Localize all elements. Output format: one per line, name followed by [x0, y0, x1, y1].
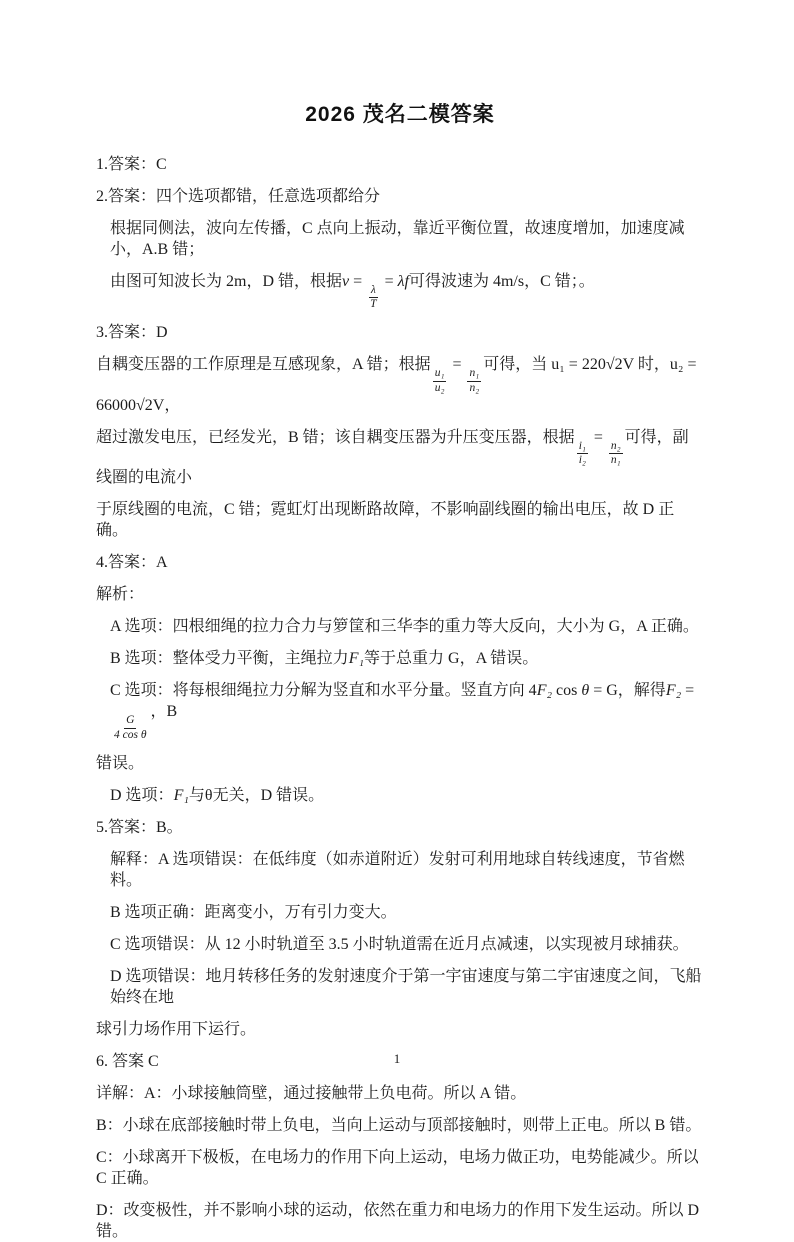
paragraph [96, 849, 704, 891]
text-run: C：小球离开下极板，在电场力的作用下向上运动，电场力做正功，电势能减少。所以 C 正确。 [96, 1148, 699, 1187]
fraction-denominator: i₂ [578, 454, 586, 467]
paragraph [96, 499, 704, 541]
paragraph [96, 1115, 704, 1136]
paragraph [96, 186, 704, 207]
math-var: v [342, 273, 350, 290]
fraction-numerator: u₁ [433, 367, 447, 381]
text-run: = [349, 273, 367, 290]
math-var: F₁ [348, 650, 365, 668]
text-run: 可得波速为 4m/s，C 错；。 [408, 273, 595, 290]
document-body [96, 154, 704, 1242]
text-run: 等于总重力 G，A 错误。 [364, 650, 539, 668]
fraction [433, 367, 447, 394]
paragraph [96, 934, 704, 955]
text-run: C 选项错误：从 12 小时轨道至 3.5 小时轨道需在近月点减速，以实现被月球捕获。 [110, 935, 689, 953]
paragraph [96, 785, 704, 806]
text-run: 解析： [96, 586, 145, 604]
text-run: B：小球在底部接触时带上负电，当向上运动与顶部接触时，则带上正电。所以 B 错。 [96, 1116, 702, 1134]
fraction [467, 367, 481, 394]
fraction-denominator: 4 cos θ [114, 728, 147, 741]
paragraph [96, 1083, 704, 1104]
text-run: B 选项正确：距离变小，万有引力变大。 [110, 903, 397, 921]
paragraph [96, 1019, 704, 1040]
text-run: A 选项：四根细绳的拉力合力与箩筐和三华李的重力等大反向，大小为 G，A 正确。 [110, 618, 699, 636]
text-run: ，B [150, 703, 178, 721]
paragraph [96, 902, 704, 923]
math-var: θ [581, 682, 590, 700]
text-run: 详解：A：小球接触筒壁，通过接触带上负电荷。所以 A 错。 [96, 1084, 527, 1102]
fraction [368, 284, 378, 311]
paragraph [96, 322, 704, 343]
paragraph [96, 966, 704, 1008]
text-run: 5.答案：B。 [96, 818, 183, 836]
fraction-denominator: n₁ [610, 454, 621, 467]
text-run: 球引力场作用下运行。 [96, 1020, 257, 1038]
text-run: C 选项：将每根细绳拉力分解为竖直和水平分量。竖直方向 4 [110, 682, 537, 700]
paragraph [96, 552, 704, 573]
paragraph [96, 1147, 704, 1189]
paragraph [96, 427, 704, 488]
fraction-denominator: T [370, 298, 377, 311]
text-run: 可得，副线圈的电流小 [96, 428, 689, 487]
text-run: 可得，当 u₁ = 220√2V 时，u₂ = 66000√2V， [96, 356, 697, 414]
fraction-numerator: n₁ [467, 367, 481, 381]
fraction-numerator: G [124, 714, 136, 728]
math-var: F₂ [536, 682, 553, 700]
text-run: cos [552, 682, 582, 700]
text-run: D：改变极性，并不影响小球的运动，依然在重力和电场力的作用下发生运动。所以 D 错。 [96, 1201, 700, 1240]
text-run: 4.答案：A [96, 554, 168, 572]
text-run: 自耦变压器的工作原理是互感现象，A 错；根据 [96, 356, 431, 374]
text-run: = [589, 428, 607, 446]
fraction-numerator: n₂ [609, 440, 623, 454]
page-number: 1 [393, 1051, 401, 1066]
text-run: 根据同侧法，波向左传播，C 点向上振动，靠近平衡位置，故速度增加，加速度减小，A.B 错； [110, 220, 685, 258]
fraction [112, 714, 148, 741]
text-run: = G，解得 [589, 682, 666, 700]
text-run: = [681, 682, 695, 700]
fraction [577, 440, 588, 467]
paragraph [96, 817, 704, 838]
math-var: F₂ [665, 682, 682, 700]
paragraph [96, 753, 704, 774]
text-run: 1.答案：C [96, 156, 167, 173]
text-run: 解释：A 选项错误：在低纬度（如赤道附近）发射可利用地球自转线速度，节省燃料。 [110, 850, 685, 889]
text-run: 6. 答案 C [96, 1052, 159, 1070]
math-var: λf [397, 273, 409, 290]
paragraph [96, 680, 704, 741]
math-var: F₁ [173, 786, 189, 804]
paragraph [96, 271, 704, 311]
paragraph [96, 616, 704, 637]
fraction [609, 440, 623, 467]
text-run: D 选项错误：地月转移任务的发射速度介于第一宇宙速度与第二宇宙速度之间，飞船始终在地 [110, 967, 702, 1006]
text-run: = [380, 273, 398, 290]
text-run: 错误。 [96, 754, 145, 772]
fraction-denominator: n₂ [469, 381, 480, 394]
text-run: D 选项： [110, 786, 174, 804]
text-run: 于原线圈的电流，C 错；霓虹灯出现断路故障，不影响副线圈的输出电压，故 D 正确。 [96, 501, 675, 540]
paragraph [96, 154, 704, 175]
fraction-numerator: i₁ [577, 440, 588, 454]
document-title: 2026 茂名二模答案 [305, 103, 495, 126]
text-run: 与θ无关，D 错误。 [188, 786, 325, 804]
text-run: B 选项：整体受力平衡，主绳拉力 [110, 650, 349, 668]
paragraph [96, 1200, 704, 1242]
paragraph [96, 648, 704, 669]
paragraph [96, 354, 704, 415]
text-run: 2.答案：四个选项都错，任意选项都给分 [96, 188, 381, 205]
text-run: 3.答案：D [96, 324, 168, 342]
fraction-denominator: u₂ [434, 381, 445, 394]
text-run: 超过激发电压，已经发光，B 错；该自耦变压器为升压变压器，根据 [96, 428, 575, 446]
text-run: = [448, 356, 466, 374]
paragraph [96, 584, 704, 605]
text-run: 由图可知波长为 2m，D 错，根据 [110, 273, 343, 290]
fraction-numerator: λ [369, 284, 378, 298]
paragraph [96, 218, 704, 260]
